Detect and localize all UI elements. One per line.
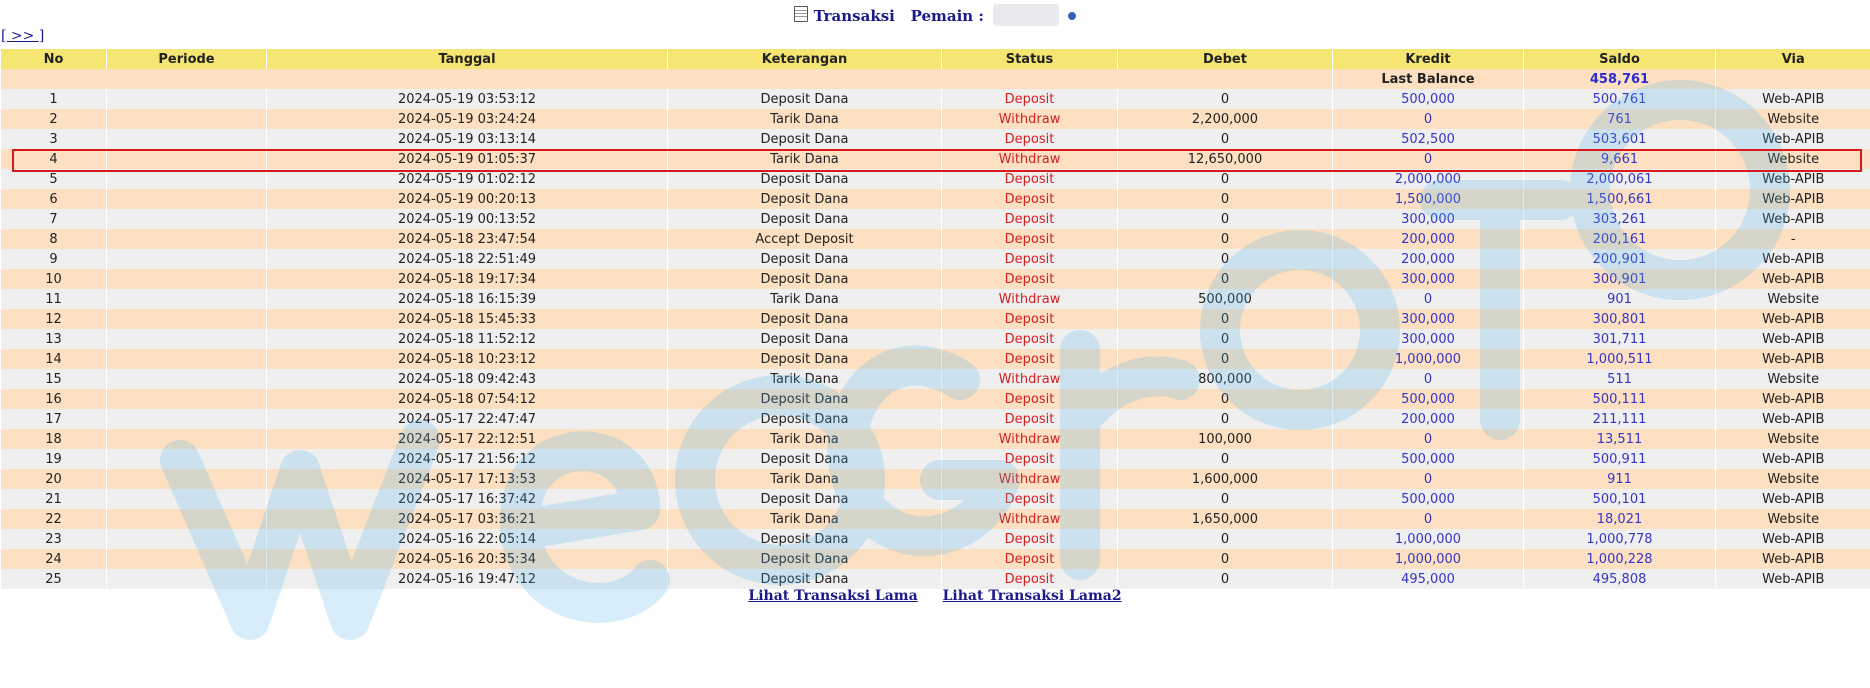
cell-tanggal: 2024-05-18 07:54:12 bbox=[267, 389, 668, 409]
cell-debet: 1,600,000 bbox=[1118, 469, 1333, 489]
cell-keterangan: Deposit Dana bbox=[668, 169, 942, 189]
cell-periode bbox=[107, 249, 267, 269]
cell-via: Web-APIB bbox=[1716, 569, 1870, 589]
cell-saldo: 511 bbox=[1524, 369, 1716, 389]
cell-debet: 1,650,000 bbox=[1118, 509, 1333, 529]
cell-keterangan: Deposit Dana bbox=[668, 309, 942, 329]
cell-no: 18 bbox=[1, 429, 107, 449]
cell-debet: 100,000 bbox=[1118, 429, 1333, 449]
cell-via: Web-APIB bbox=[1716, 169, 1870, 189]
cell-debet: 0 bbox=[1118, 549, 1333, 569]
cell-keterangan: Accept Deposit bbox=[668, 229, 942, 249]
cell-status: Withdraw bbox=[942, 469, 1118, 489]
col-header-saldo: Saldo bbox=[1524, 49, 1716, 69]
cell-status: Deposit bbox=[942, 249, 1118, 269]
cell-saldo: 303,261 bbox=[1524, 209, 1716, 229]
cell-kredit: 495,000 bbox=[1333, 569, 1524, 589]
col-header-debet: Debet bbox=[1118, 49, 1333, 69]
cell-tanggal: 2024-05-18 23:47:54 bbox=[267, 229, 668, 249]
table-row bbox=[1, 269, 1870, 289]
cell-kredit: 200,000 bbox=[1333, 409, 1524, 429]
cell-keterangan: Deposit Dana bbox=[668, 549, 942, 569]
cell-kredit: 300,000 bbox=[1333, 309, 1524, 329]
cell-saldo: 1,000,511 bbox=[1524, 349, 1716, 369]
cell-periode bbox=[107, 469, 267, 489]
cell-saldo: 1,000,228 bbox=[1524, 549, 1716, 569]
footer-links bbox=[0, 588, 1870, 604]
table-row bbox=[1, 549, 1870, 569]
last-balance-row bbox=[1, 69, 1870, 89]
cell-keterangan: Tarik Dana bbox=[668, 429, 942, 449]
cell-via: Website bbox=[1716, 509, 1870, 529]
cell-no: 22 bbox=[1, 509, 107, 529]
cell-tanggal: 2024-05-17 16:37:42 bbox=[267, 489, 668, 509]
cell-kredit: 0 bbox=[1333, 289, 1524, 309]
cell-via: Web-APIB bbox=[1716, 489, 1870, 509]
cell-status: Withdraw bbox=[942, 509, 1118, 529]
cell-no: 1 bbox=[1, 89, 107, 109]
cell-status: Withdraw bbox=[942, 149, 1118, 169]
table-row bbox=[1, 369, 1870, 389]
cell-via: Website bbox=[1716, 469, 1870, 489]
cell-status: Deposit bbox=[942, 229, 1118, 249]
cell-no: 9 bbox=[1, 249, 107, 269]
cell-periode bbox=[107, 189, 267, 209]
cell-periode bbox=[107, 489, 267, 509]
cell-keterangan: Deposit Dana bbox=[668, 349, 942, 369]
cell-keterangan: Deposit Dana bbox=[668, 189, 942, 209]
cell-no: 11 bbox=[1, 289, 107, 309]
cell-status: Deposit bbox=[942, 189, 1118, 209]
cell-periode bbox=[107, 569, 267, 589]
col-header-no: No bbox=[1, 49, 107, 69]
cell-saldo: 18,021 bbox=[1524, 509, 1716, 529]
cell-kredit: 0 bbox=[1333, 469, 1524, 489]
cell-saldo: 200,161 bbox=[1524, 229, 1716, 249]
table-row bbox=[1, 489, 1870, 509]
table-row bbox=[1, 129, 1870, 149]
cell-periode bbox=[107, 369, 267, 389]
cell-no: 12 bbox=[1, 309, 107, 329]
cell-via: Web-APIB bbox=[1716, 209, 1870, 229]
cell-saldo: 761 bbox=[1524, 109, 1716, 129]
cell-keterangan: Tarik Dana bbox=[668, 109, 942, 129]
cell-periode bbox=[107, 169, 267, 189]
cell-keterangan: Deposit Dana bbox=[668, 529, 942, 549]
player-name-redacted bbox=[993, 4, 1059, 26]
cell-debet: 0 bbox=[1118, 269, 1333, 289]
table-row bbox=[1, 469, 1870, 489]
cell-keterangan: Deposit Dana bbox=[668, 209, 942, 229]
table-header-row bbox=[1, 49, 1870, 69]
cell-tanggal: 2024-05-18 11:52:12 bbox=[267, 329, 668, 349]
player-label: Pemain : bbox=[910, 7, 984, 25]
cell-kredit: 1,000,000 bbox=[1333, 529, 1524, 549]
cell-debet: 0 bbox=[1118, 389, 1333, 409]
table-row bbox=[1, 169, 1870, 189]
cell-periode bbox=[107, 89, 267, 109]
cell-tanggal: 2024-05-17 03:36:21 bbox=[267, 509, 668, 529]
table-row bbox=[1, 449, 1870, 469]
cell-no: 25 bbox=[1, 569, 107, 589]
cell-via: Web-APIB bbox=[1716, 349, 1870, 369]
cell-tanggal: 2024-05-16 19:47:12 bbox=[267, 569, 668, 589]
page-title: Transaksi bbox=[813, 7, 895, 25]
view-old-transactions-2-link[interactable]: Lihat Transaksi Lama2 bbox=[942, 588, 1122, 604]
cell-periode bbox=[107, 549, 267, 569]
table-row bbox=[1, 289, 1870, 309]
cell-periode bbox=[107, 269, 267, 289]
cell-tanggal: 2024-05-19 03:13:14 bbox=[267, 129, 668, 149]
cell-keterangan: Deposit Dana bbox=[668, 389, 942, 409]
cell-periode bbox=[107, 229, 267, 249]
cell-kredit: 2,000,000 bbox=[1333, 169, 1524, 189]
cell-keterangan: Deposit Dana bbox=[668, 129, 942, 149]
cell-saldo: 911 bbox=[1524, 469, 1716, 489]
cell-debet: 0 bbox=[1118, 309, 1333, 329]
cell-kredit: 300,000 bbox=[1333, 329, 1524, 349]
transaction-table bbox=[0, 49, 1870, 589]
cell-keterangan: Tarik Dana bbox=[668, 289, 942, 309]
cell-periode bbox=[107, 149, 267, 169]
cell-status: Withdraw bbox=[942, 289, 1118, 309]
cell-status: Deposit bbox=[942, 209, 1118, 229]
cell-status: Deposit bbox=[942, 309, 1118, 329]
cell-kredit: 1,000,000 bbox=[1333, 349, 1524, 369]
cell-periode bbox=[107, 449, 267, 469]
cell-tanggal: 2024-05-18 10:23:12 bbox=[267, 349, 668, 369]
cell-periode bbox=[107, 109, 267, 129]
cell-tanggal: 2024-05-17 22:12:51 bbox=[267, 429, 668, 449]
cell-via: Web-APIB bbox=[1716, 449, 1870, 469]
document-icon bbox=[794, 6, 808, 22]
cell-via: Web-APIB bbox=[1716, 389, 1870, 409]
cell-keterangan: Deposit Dana bbox=[668, 249, 942, 269]
cell-debet: 0 bbox=[1118, 449, 1333, 469]
last-balance-value: 458,761 bbox=[1524, 69, 1716, 89]
cell-no: 20 bbox=[1, 469, 107, 489]
table-row bbox=[1, 109, 1870, 129]
cell-tanggal: 2024-05-17 22:47:47 bbox=[267, 409, 668, 429]
cell-kredit: 500,000 bbox=[1333, 489, 1524, 509]
cell-saldo: 500,101 bbox=[1524, 489, 1716, 509]
cell-kredit: 500,000 bbox=[1333, 389, 1524, 409]
table-row bbox=[1, 329, 1870, 349]
cell-periode bbox=[107, 509, 267, 529]
page-header bbox=[0, 4, 1870, 26]
cell-no: 6 bbox=[1, 189, 107, 209]
cell-debet: 0 bbox=[1118, 129, 1333, 149]
info-icon[interactable] bbox=[1068, 12, 1076, 20]
cell-status: Deposit bbox=[942, 269, 1118, 289]
cell-via: Web-APIB bbox=[1716, 409, 1870, 429]
cell-saldo: 13,511 bbox=[1524, 429, 1716, 449]
cell-debet: 0 bbox=[1118, 329, 1333, 349]
cell-debet: 0 bbox=[1118, 349, 1333, 369]
cell-no: 13 bbox=[1, 329, 107, 349]
cell-kredit: 502,500 bbox=[1333, 129, 1524, 149]
cell-via: Web-APIB bbox=[1716, 549, 1870, 569]
cell-status: Deposit bbox=[942, 529, 1118, 549]
table-row bbox=[1, 149, 1870, 169]
cell-keterangan: Deposit Dana bbox=[668, 269, 942, 289]
cell-saldo: 200,901 bbox=[1524, 249, 1716, 269]
cell-tanggal: 2024-05-19 00:13:52 bbox=[267, 209, 668, 229]
cell-debet: 2,200,000 bbox=[1118, 109, 1333, 129]
col-header-status: Status bbox=[942, 49, 1118, 69]
cell-debet: 0 bbox=[1118, 169, 1333, 189]
cell-tanggal: 2024-05-16 22:05:14 bbox=[267, 529, 668, 549]
col-header-kredit: Kredit bbox=[1333, 49, 1524, 69]
cell-keterangan: Tarik Dana bbox=[668, 509, 942, 529]
cell-no: 16 bbox=[1, 389, 107, 409]
cell-status: Withdraw bbox=[942, 369, 1118, 389]
cell-kredit: 300,000 bbox=[1333, 269, 1524, 289]
cell-no: 24 bbox=[1, 549, 107, 569]
col-header-tanggal: Tanggal bbox=[267, 49, 668, 69]
cell-status: Deposit bbox=[942, 389, 1118, 409]
cell-saldo: 2,000,061 bbox=[1524, 169, 1716, 189]
cell-via: Web-APIB bbox=[1716, 329, 1870, 349]
cell-no: 4 bbox=[1, 149, 107, 169]
cell-status: Deposit bbox=[942, 129, 1118, 149]
cell-keterangan: Deposit Dana bbox=[668, 89, 942, 109]
table-row bbox=[1, 189, 1870, 209]
cell-periode bbox=[107, 349, 267, 369]
cell-tanggal: 2024-05-19 03:53:12 bbox=[267, 89, 668, 109]
cell-keterangan: Deposit Dana bbox=[668, 409, 942, 429]
cell-keterangan: Deposit Dana bbox=[668, 569, 942, 589]
col-header-periode: Periode bbox=[107, 49, 267, 69]
cell-saldo: 500,111 bbox=[1524, 389, 1716, 409]
table-row bbox=[1, 509, 1870, 529]
cell-kredit: 500,000 bbox=[1333, 89, 1524, 109]
col-header-via: Via bbox=[1716, 49, 1870, 69]
cell-kredit: 0 bbox=[1333, 109, 1524, 129]
cell-saldo: 300,801 bbox=[1524, 309, 1716, 329]
cell-saldo: 300,901 bbox=[1524, 269, 1716, 289]
cell-kredit: 0 bbox=[1333, 509, 1524, 529]
col-header-keterangan: Keterangan bbox=[668, 49, 942, 69]
cell-debet: 500,000 bbox=[1118, 289, 1333, 309]
cell-no: 8 bbox=[1, 229, 107, 249]
cell-via: Website bbox=[1716, 429, 1870, 449]
next-page-link[interactable]: [ >> ] bbox=[1, 28, 45, 44]
table-row bbox=[1, 249, 1870, 269]
cell-status: Deposit bbox=[942, 89, 1118, 109]
cell-periode bbox=[107, 409, 267, 429]
cell-saldo: 9,661 bbox=[1524, 149, 1716, 169]
cell-status: Withdraw bbox=[942, 429, 1118, 449]
cell-debet: 0 bbox=[1118, 189, 1333, 209]
cell-no: 23 bbox=[1, 529, 107, 549]
cell-debet: 0 bbox=[1118, 409, 1333, 429]
cell-kredit: 1,500,000 bbox=[1333, 189, 1524, 209]
cell-via: - bbox=[1716, 229, 1870, 249]
cell-debet: 800,000 bbox=[1118, 369, 1333, 389]
cell-tanggal: 2024-05-18 09:42:43 bbox=[267, 369, 668, 389]
cell-tanggal: 2024-05-17 17:13:53 bbox=[267, 469, 668, 489]
cell-via: Web-APIB bbox=[1716, 89, 1870, 109]
cell-debet: 0 bbox=[1118, 569, 1333, 589]
cell-debet: 0 bbox=[1118, 209, 1333, 229]
cell-debet: 0 bbox=[1118, 249, 1333, 269]
cell-keterangan: Deposit Dana bbox=[668, 489, 942, 509]
cell-via: Website bbox=[1716, 369, 1870, 389]
cell-no: 10 bbox=[1, 269, 107, 289]
cell-no: 21 bbox=[1, 489, 107, 509]
cell-debet: 12,650,000 bbox=[1118, 149, 1333, 169]
cell-kredit: 300,000 bbox=[1333, 209, 1524, 229]
table-row bbox=[1, 429, 1870, 449]
cell-via: Web-APIB bbox=[1716, 269, 1870, 289]
cell-status: Deposit bbox=[942, 569, 1118, 589]
table-row bbox=[1, 229, 1870, 249]
cell-status: Deposit bbox=[942, 489, 1118, 509]
cell-via: Web-APIB bbox=[1716, 249, 1870, 269]
cell-kredit: 1,000,000 bbox=[1333, 549, 1524, 569]
cell-via: Website bbox=[1716, 289, 1870, 309]
cell-tanggal: 2024-05-18 19:17:34 bbox=[267, 269, 668, 289]
cell-status: Deposit bbox=[942, 169, 1118, 189]
cell-periode bbox=[107, 209, 267, 229]
cell-debet: 0 bbox=[1118, 489, 1333, 509]
cell-via: Website bbox=[1716, 149, 1870, 169]
cell-tanggal: 2024-05-19 01:02:12 bbox=[267, 169, 668, 189]
cell-via: Web-APIB bbox=[1716, 129, 1870, 149]
table-row bbox=[1, 389, 1870, 409]
table-row bbox=[1, 409, 1870, 429]
cell-periode bbox=[107, 309, 267, 329]
table-row bbox=[1, 309, 1870, 329]
table-row bbox=[1, 89, 1870, 109]
cell-keterangan: Deposit Dana bbox=[668, 329, 942, 349]
cell-keterangan: Tarik Dana bbox=[668, 469, 942, 489]
cell-tanggal: 2024-05-16 20:35:34 bbox=[267, 549, 668, 569]
cell-debet: 0 bbox=[1118, 529, 1333, 549]
cell-kredit: 0 bbox=[1333, 369, 1524, 389]
cell-kredit: 500,000 bbox=[1333, 449, 1524, 469]
cell-periode bbox=[107, 389, 267, 409]
cell-saldo: 1,500,661 bbox=[1524, 189, 1716, 209]
cell-status: Deposit bbox=[942, 409, 1118, 429]
table-row bbox=[1, 569, 1870, 589]
table-row bbox=[1, 349, 1870, 369]
cell-periode bbox=[107, 289, 267, 309]
cell-saldo: 495,808 bbox=[1524, 569, 1716, 589]
cell-kredit: 200,000 bbox=[1333, 249, 1524, 269]
cell-keterangan: Tarik Dana bbox=[668, 369, 942, 389]
cell-via: Web-APIB bbox=[1716, 309, 1870, 329]
cell-no: 17 bbox=[1, 409, 107, 429]
cell-status: Withdraw bbox=[942, 109, 1118, 129]
cell-debet: 0 bbox=[1118, 229, 1333, 249]
cell-keterangan: Tarik Dana bbox=[668, 149, 942, 169]
table-row bbox=[1, 529, 1870, 549]
cell-saldo: 500,761 bbox=[1524, 89, 1716, 109]
cell-no: 5 bbox=[1, 169, 107, 189]
cell-tanggal: 2024-05-18 16:15:39 bbox=[267, 289, 668, 309]
cell-via: Website bbox=[1716, 109, 1870, 129]
cell-tanggal: 2024-05-17 21:56:12 bbox=[267, 449, 668, 469]
cell-no: 19 bbox=[1, 449, 107, 469]
cell-periode bbox=[107, 529, 267, 549]
cell-saldo: 301,711 bbox=[1524, 329, 1716, 349]
cell-via: Web-APIB bbox=[1716, 529, 1870, 549]
cell-periode bbox=[107, 129, 267, 149]
view-old-transactions-link[interactable]: Lihat Transaksi Lama bbox=[748, 588, 918, 604]
cell-no: 3 bbox=[1, 129, 107, 149]
cell-status: Deposit bbox=[942, 549, 1118, 569]
cell-tanggal: 2024-05-19 00:20:13 bbox=[267, 189, 668, 209]
cell-keterangan: Deposit Dana bbox=[668, 449, 942, 469]
cell-saldo: 503,601 bbox=[1524, 129, 1716, 149]
last-balance-label: Last Balance bbox=[1333, 69, 1524, 89]
cell-status: Deposit bbox=[942, 349, 1118, 369]
cell-no: 2 bbox=[1, 109, 107, 129]
cell-saldo: 901 bbox=[1524, 289, 1716, 309]
cell-saldo: 1,000,778 bbox=[1524, 529, 1716, 549]
cell-status: Deposit bbox=[942, 329, 1118, 349]
cell-saldo: 500,911 bbox=[1524, 449, 1716, 469]
cell-periode bbox=[107, 329, 267, 349]
cell-no: 7 bbox=[1, 209, 107, 229]
cell-status: Deposit bbox=[942, 449, 1118, 469]
cell-tanggal: 2024-05-18 22:51:49 bbox=[267, 249, 668, 269]
cell-saldo: 211,111 bbox=[1524, 409, 1716, 429]
cell-kredit: 200,000 bbox=[1333, 229, 1524, 249]
cell-kredit: 0 bbox=[1333, 149, 1524, 169]
cell-via: Web-APIB bbox=[1716, 189, 1870, 209]
cell-kredit: 0 bbox=[1333, 429, 1524, 449]
table-row bbox=[1, 209, 1870, 229]
cell-no: 15 bbox=[1, 369, 107, 389]
cell-no: 14 bbox=[1, 349, 107, 369]
cell-periode bbox=[107, 429, 267, 449]
cell-tanggal: 2024-05-19 03:24:24 bbox=[267, 109, 668, 129]
cell-tanggal: 2024-05-19 01:05:37 bbox=[267, 149, 668, 169]
cell-debet: 0 bbox=[1118, 89, 1333, 109]
cell-tanggal: 2024-05-18 15:45:33 bbox=[267, 309, 668, 329]
